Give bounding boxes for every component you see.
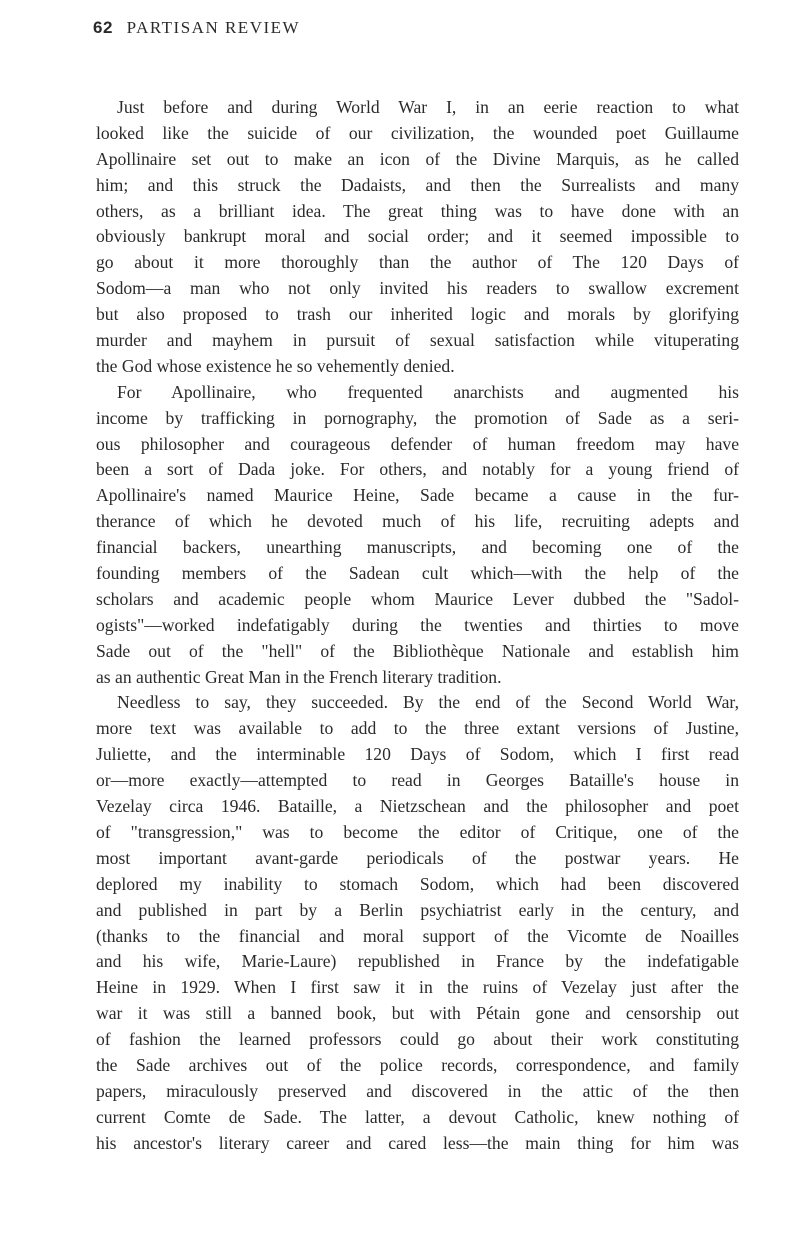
text-line: financial backers, unearthing manuscripts, and becoming one of the bbox=[96, 537, 739, 558]
text-line: Needless to say, they succeeded. By the end of the Second World War, bbox=[117, 692, 739, 713]
text-line: For Apollinaire, who frequented anarchists and augmented his bbox=[117, 381, 739, 402]
text-line: ous philosopher and courageous defender of human freedom may have bbox=[96, 433, 739, 454]
text-line: current Comte de Sade. The latter, a devout Catholic, knew nothing of bbox=[96, 1106, 739, 1127]
text-line: founding members of the Sadean cult which—with the help of the bbox=[96, 563, 739, 584]
text-line: of "transgression," was to become the editor of Critique, one of the bbox=[96, 821, 739, 842]
text-line: ogists"—worked indefatigably during the twenties and thirties to move bbox=[96, 614, 739, 635]
text-line: Sodom—a man who not only invited his readers to swallow excrement bbox=[96, 278, 739, 299]
text-line: Just before and during World War I, in an eerie reaction to what bbox=[117, 97, 739, 117]
text-line: his ancestor's literary career and cared less—the main thing for him was bbox=[96, 1132, 739, 1153]
text-line: therance of which he devoted much of his life, recruiting adepts and bbox=[96, 511, 739, 532]
text-line: murder and mayhem in pursuit of sexual satisfaction while vituperating bbox=[96, 330, 739, 351]
text-line: but also proposed to trash our inherited logic and morals by glorifying bbox=[96, 304, 739, 325]
text-line: as an authentic Great Man in the French literary tradition. bbox=[96, 666, 502, 687]
text-line: Apollinaire set out to make an icon of the Divine Marquis, as he called bbox=[96, 148, 739, 169]
text-line: war it was still a banned book, but with Pétain gone and censorship out bbox=[96, 1003, 739, 1024]
text-line: most important avant-garde periodicals of the postwar years. He bbox=[96, 847, 739, 868]
text-line: Sade out of the "hell" of the Bibliothèque Nationale and establish him bbox=[96, 640, 739, 661]
text-line: been a sort of Dada joke. For others, and notably for a young friend of bbox=[96, 459, 739, 480]
text-line: him; and this struck the Dadaists, and then the Surrealists and many bbox=[96, 174, 739, 195]
text-line: the Sade archives out of the police records, correspondence, and family bbox=[96, 1054, 739, 1075]
text-line: looked like the suicide of our civilization, the wounded poet Guillaume bbox=[96, 122, 739, 143]
text-line: (thanks to the financial and moral support of the Vicomte de Noailles bbox=[96, 925, 739, 946]
paragraph bbox=[96, 95, 739, 380]
text-line: Apollinaire's named Maurice Heine, Sade became a cause in the fur- bbox=[96, 485, 739, 506]
text-line: go about it more thoroughly than the author of The 120 Days of bbox=[96, 252, 739, 273]
text-line: and his wife, Marie-Laure) republished in France by the indefatigable bbox=[96, 951, 739, 972]
paragraph bbox=[96, 380, 739, 691]
text-line: income by trafficking in pornography, the promotion of Sade as a seri- bbox=[96, 407, 739, 428]
text-line: scholars and academic people whom Maurice Lever dubbed the "Sadol- bbox=[96, 588, 739, 609]
text-line: papers, miraculously preserved and discovered in the attic of the then bbox=[96, 1080, 739, 1101]
text-line: of fashion the learned professors could go about their work constituting bbox=[96, 1029, 739, 1050]
text-line: the God whose existence he so vehemently denied. bbox=[96, 355, 455, 376]
text-line: Juliette, and the interminable 120 Days of Sodom, which I first read bbox=[96, 744, 739, 765]
text-line: more text was available to add to the three extant versions of Justine, bbox=[96, 718, 739, 739]
text-line: and published in part by a Berlin psychiatrist early in the century, and bbox=[96, 899, 739, 920]
text-line: or—more exactly—attempted to read in Georges Bataille's house in bbox=[96, 770, 739, 791]
text-line: deplored my inability to stomach Sodom, which had been discovered bbox=[96, 873, 739, 894]
running-head bbox=[93, 18, 300, 38]
journal-title: PARTISAN REVIEW bbox=[126, 18, 301, 37]
paragraph bbox=[96, 690, 739, 1156]
page-number: 62 bbox=[93, 18, 113, 37]
text-line: others, as a brilliant idea. The great thing was to have done with an bbox=[96, 200, 739, 221]
text-line: obviously bankrupt moral and social order; and it seemed impossible to bbox=[96, 226, 739, 247]
text-line: Vezelay circa 1946. Bataille, a Nietzschean and the philosopher and poet bbox=[96, 796, 739, 817]
body-text bbox=[96, 95, 739, 1157]
text-line: Heine in 1929. When I first saw it in the ruins of Vezelay just after the bbox=[96, 977, 739, 998]
